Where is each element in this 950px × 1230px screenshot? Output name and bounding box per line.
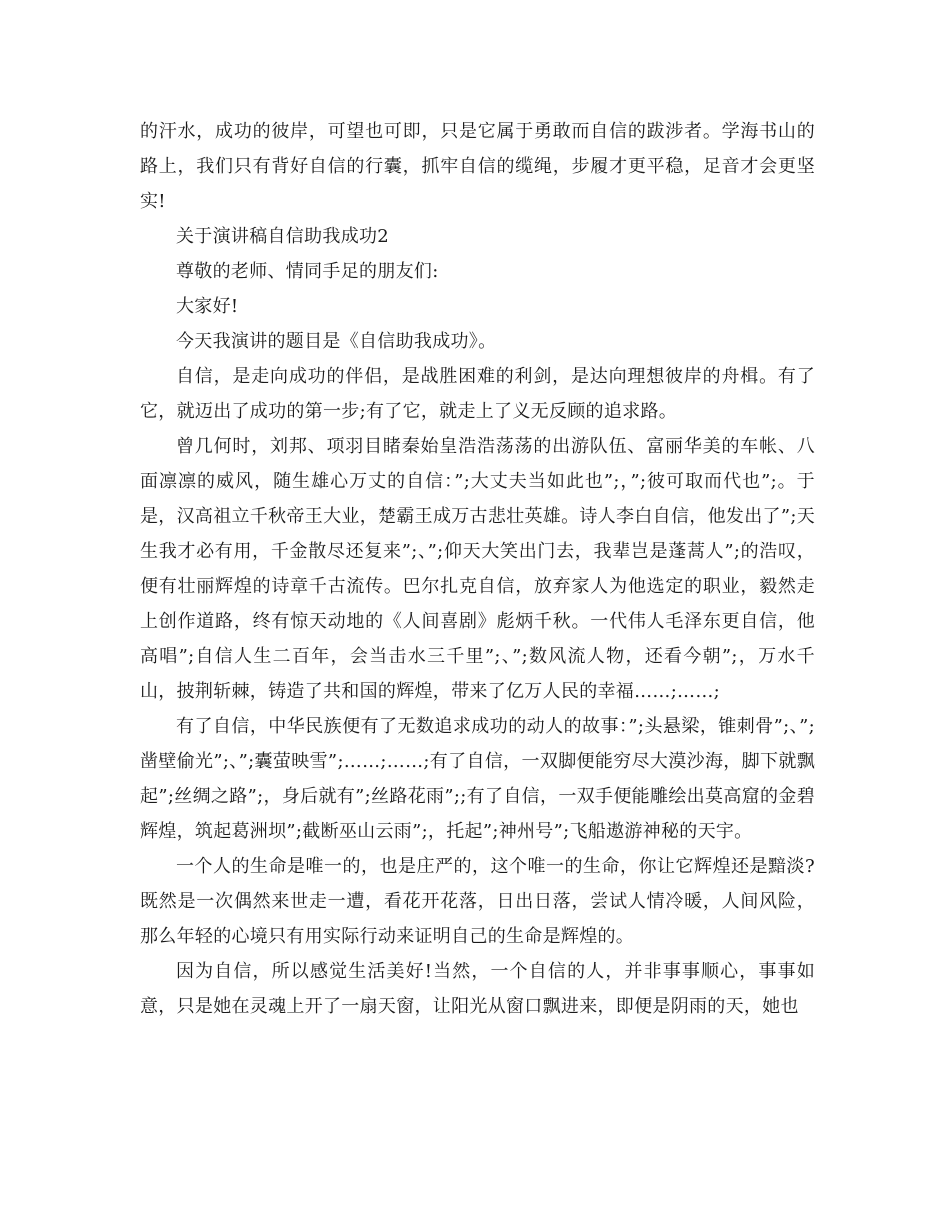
paragraph: 自信，是走向成功的伴侣，是战胜困难的利剑，是达向理想彼岸的舟楫。有了它，就迈出了成功的第一步;有了它，就走上了义无反顾的追求路。 [140, 366, 815, 422]
paragraph-continuation: 的汗水，成功的彼岸，可望也可即，只是它属于勇敢而自信的跋涉者。学海书山的路上，我们只有背好自信的行囊，抓牢自信的缆绳，步履才更平稳，足音才会更坚实! [140, 121, 815, 212]
greeting: 大家好! [176, 296, 239, 317]
document-body [140, 114, 815, 1024]
paragraph: 曾几何时，刘邦、项羽目睹秦始皇浩浩荡荡的出游队伍、富丽华美的车帐、八面凛凛的威风，随生雄心万丈的自信：”;大丈夫当如此也”;，”;彼可取而代也”;。于是，汉高祖立千秋帝王大业，楚霸王成万古悲壮英雄。诗人李白自信，他发出了”;天生我才必有用，千金散尽还复来”;、”;仰天大笑出门去，我辈岂是蓬蒿人”;的浩叹，便有壮丽辉煌的诗章千古流传。巴尔扎克自信，放弃家人为他选定的职业，毅然走上创作道路，终有惊天动地的《人间喜剧》彪炳千秋。一代伟人毛泽东更自信，他高唱”;自信人生二百年，会当击水三千里”;、”;数风流人物，还看今朝”;，万水千山，披荆斩棘，铸造了共和国的辉煌，带来了亿万人民的幸福……;……; [140, 436, 815, 702]
paragraph: 因为自信，所以感觉生活美好!当然，一个自信的人，并非事事顺心，事事如意，只是她在灵魂上开了一扇天窗，让阳光从窗口飘进来，即便是阴雨的天，她也 [140, 961, 815, 1017]
section-title: 关于演讲稿自信助我成功2 [176, 226, 390, 247]
salutation: 尊敬的老师、情同手足的朋友们: [176, 261, 439, 282]
paragraph: 有了自信，中华民族便有了无数追求成功的动人的故事：”;头悬梁，锥刺骨”;、”;凿壁偷光”;、”;囊萤映雪”;……;……;有了自信，一双脚便能穷尽大漠沙海，脚下就飘起”;丝绸之路”;，身后就有”;丝路花雨”;;有了自信，一双手便能雕绘出莫高窟的金碧辉煌，筑起葛洲坝”;截断巫山云雨”;，托起”;神州号”;飞船遨游神秘的天宇。 [140, 716, 815, 842]
paragraph: 一个人的生命是唯一的，也是庄严的，这个唯一的生命，你让它辉煌还是黯淡?既然是一次偶然来世走一遭，看花开花落，日出日落，尝试人情冷暖，人间风险，那么年轻的心境只有用实际行动来证明自己的生命是辉煌的。 [140, 856, 815, 947]
speech-topic: 今天我演讲的题目是《自信助我成功》。 [176, 331, 497, 352]
